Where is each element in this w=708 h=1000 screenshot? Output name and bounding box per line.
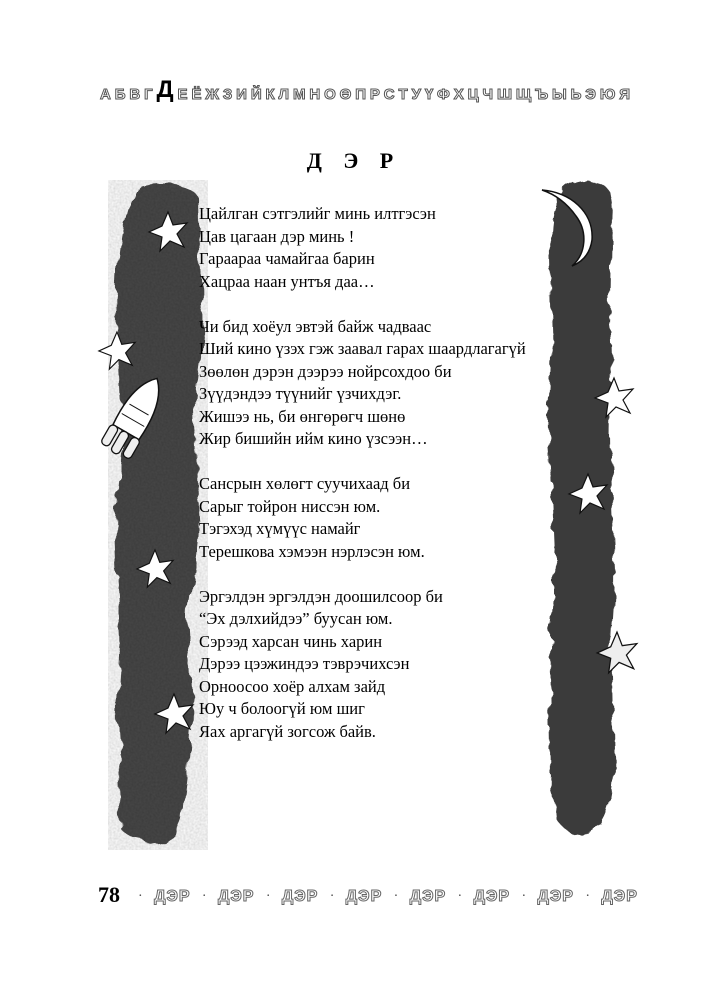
alphabet-letter: Ь [570,86,582,103]
poem-line: Терешкова хэмээн нэрлэсэн юм. [199,541,425,561]
poem-line: Тэгэхэд хүмүүс намайг [199,519,361,538]
ink-wash-left [108,180,208,850]
footer-word: ДЭР [345,888,383,905]
alphabet-letter: К [265,86,275,103]
alphabet-letter: У [411,86,421,103]
alphabet-header [100,74,630,102]
footer-word: ДЭР [409,888,447,905]
alphabet-letter: А [100,86,111,103]
alphabet-letter: Я [619,86,630,103]
alphabet-letter: Е [177,86,188,103]
alphabet-letter: С [383,86,395,103]
poem-line: Хацраа наан унтъя даа… [199,271,375,291]
alphabet-letter: З [222,86,233,103]
running-footer [138,888,638,906]
alphabet-letter: Ч [482,86,494,103]
footer-word: ДЭР [537,888,574,905]
star-icon [134,548,176,590]
poem-line: Жир бишийн ийм кино үзсээн… [199,429,428,448]
star-icon [96,330,138,372]
alphabet-letter: Т [398,86,408,103]
poem-line: Яах аргагүй зогсож байв. [199,721,376,741]
alphabet-letter: Ү [424,86,434,103]
alphabet-letter: М [292,86,306,103]
page-footer [0,880,708,920]
poem-line: Чи бид хоёул эвтэй байж чадваас [199,316,432,336]
poem-stanza [199,203,619,293]
poem-line: Юу ч болоогүй юм шиг [199,699,365,718]
footer-separator: · [393,889,399,904]
poem-body [199,203,619,743]
alphabet-letter: Ё [191,86,202,103]
alphabet-letter: Щ [515,86,532,103]
alphabet-letter: Н [309,86,321,103]
poem-stanza [199,316,619,451]
poem-line: Сансрын хөлөгт суучихаад би [199,474,411,493]
footer-separator: · [201,889,207,904]
poem-line: Сэрээд харсан чинь харин [199,631,383,651]
alphabet-letter: П [355,86,366,103]
poem-line: Зөөлөн дэрэн дээрээ нойрсохдоо би [199,361,452,381]
poem-line: Гараараа чамайгаа барин [199,249,375,268]
alphabet-letter: Ъ [535,86,549,103]
footer-separator: · [329,889,335,904]
poem-line: “Эх дэлхийдээ” буусан юм. [199,609,393,628]
alphabet-letter: Р [369,86,380,103]
poem-stanza [199,473,619,563]
poem-line: Цав цагаан дэр минь ! [199,226,355,246]
star-icon [152,692,196,736]
footer-word: ДЭР [473,888,511,905]
alphabet-letter: Л [278,86,290,103]
footer-word: ДЭР [217,888,255,905]
poem-line: Дэрээ цээжиндээ тэврэчихсэн [199,654,410,673]
poem-line: Орноосоо хоёр алхам зайд [199,676,386,696]
footer-word: ДЭР [154,888,191,905]
alphabet-letter: Б [114,86,126,103]
alphabet-letter: В [129,86,141,103]
footer-word: ДЭР [601,888,638,905]
alphabet-letter: Ш [496,86,513,103]
alphabet-letter: Й [250,86,262,103]
star-icon [146,210,190,254]
poem-line: Цайлган сэтгэлийг минь илтгэсэн [199,204,436,223]
poem-line: Жишээ нь, би өнгөрөгч шөнө [199,406,406,426]
poem-line: Сарыг тойрон ниссэн юм. [199,496,381,516]
alphabet-letter: И [236,86,247,103]
alphabet-letter: Ю [599,86,616,103]
footer-separator: · [457,889,463,904]
alphabet-letter: Х [453,86,464,103]
footer-separator: · [138,889,143,904]
alphabet-letter: О [324,86,336,103]
rocket-icon [92,368,174,472]
alphabet-letter: Ө [339,86,352,103]
footer-separator: · [585,889,591,904]
poem-line: Ший кино үзэх гэж заавал гарах шаардлагагүй [199,339,526,358]
alphabet-letter: Ж [205,86,219,103]
poem-line: Зүүдэндээ түүнийг үзчихдэг. [199,384,402,403]
footer-separator: · [265,889,271,904]
page-number: 78 [98,882,120,907]
poem-line: Эргэлдэн эргэлдэн доошилсоор би [199,586,443,606]
alphabet-letter: Ц [467,86,479,103]
alphabet-letter: Д [156,76,174,103]
poem-stanza [199,586,619,744]
alphabet-letter: Ф [437,86,450,103]
poem-title: Д Э Р [306,148,402,173]
footer-separator: · [521,889,527,904]
alphabet-letter: Ы [552,86,567,103]
alphabet-letter: Э [585,86,596,103]
alphabet-letter: Г [144,86,153,103]
footer-word: ДЭР [281,888,319,905]
